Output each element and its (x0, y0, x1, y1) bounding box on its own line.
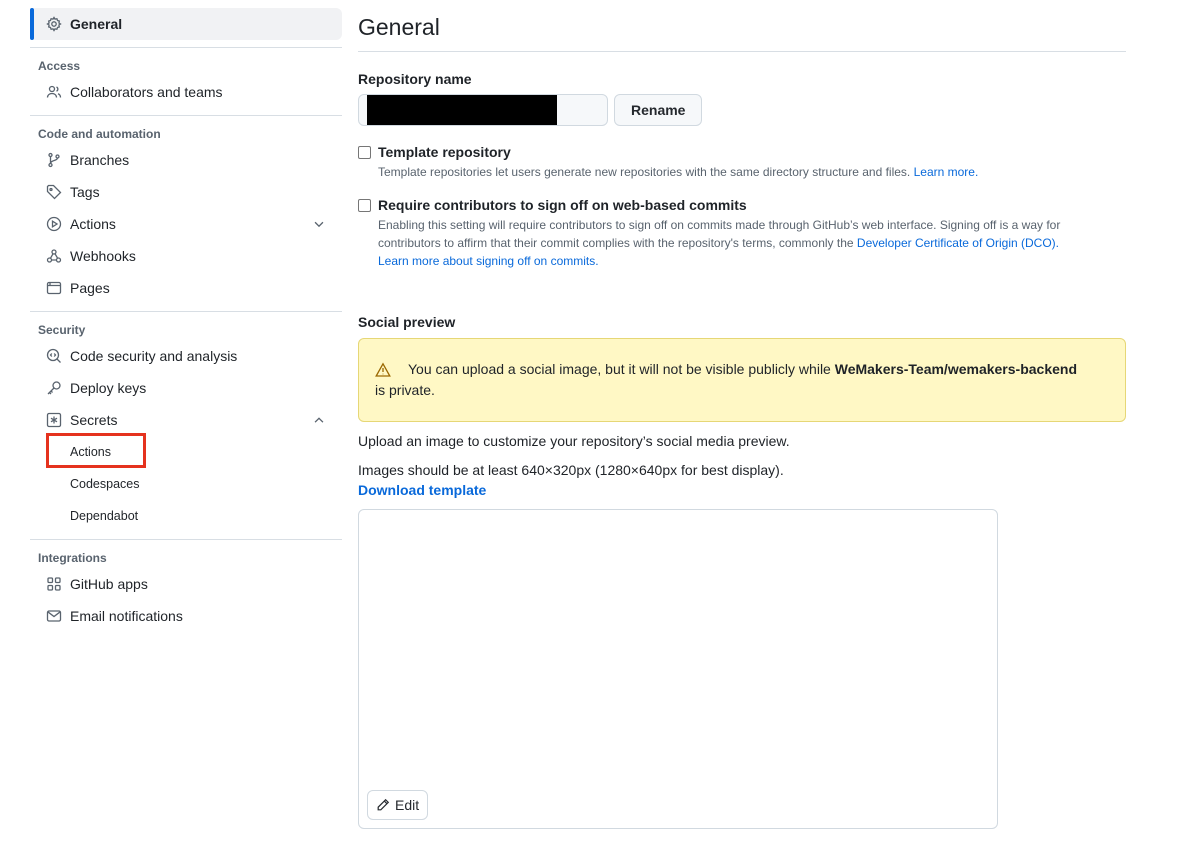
sidebar-item-label: Deploy keys (70, 380, 147, 396)
group-title-integrations: Integrations (38, 551, 107, 565)
edit-button[interactable] (367, 790, 428, 820)
warning-repo-name: WeMakers-Team/wemakers-backend (834, 361, 1077, 377)
divider (30, 311, 342, 312)
sidebar-item-tags[interactable] (30, 176, 342, 208)
sidebar-item-github-apps[interactable] (30, 568, 342, 600)
sidebar-item-branches[interactable] (30, 144, 342, 176)
social-preview-warning (358, 338, 1126, 422)
upload-instructions: Upload an image to customize your repository’s social media preview. (358, 433, 790, 449)
rename-button[interactable]: Rename (614, 94, 702, 126)
warning-text-post: is private. (375, 382, 435, 398)
template-repo-title: Template repository (378, 144, 511, 160)
sidebar-item-pages[interactable] (30, 272, 342, 304)
repo-name-row (358, 94, 1126, 126)
sidebar-subitem-codespaces[interactable]: Codespaces (70, 477, 140, 491)
warning-text (375, 359, 1101, 401)
social-preview-image (358, 509, 998, 829)
sidebar-subitem-actions[interactable]: Actions (70, 445, 111, 459)
sidebar-item-label: Actions (70, 216, 116, 232)
codescan-icon (46, 348, 62, 364)
sidebar-item-label: Webhooks (70, 248, 136, 264)
dco-link[interactable]: Developer Certificate of Origin (DCO). (856, 236, 1059, 250)
sidebar-item-email-notifications[interactable] (30, 600, 342, 632)
sidebar-subitem-dependabot[interactable]: Dependabot (70, 509, 139, 523)
warning-text-pre: You can upload a social image, but it will not be visible publicly while (408, 361, 831, 377)
signoff-title: Require contributors to sign off on web-based commits (378, 197, 747, 213)
signoff-checkbox[interactable] (358, 199, 371, 212)
signoff-desc-text: Enabling this setting will require contributors to sign off on commits made through GitHub’s web interface. Signing off is a way for contributors to affirm that their commit complies with the repository's terms, commonly the (378, 218, 1061, 250)
sidebar-item-label: Secrets (70, 412, 118, 428)
template-repo-checkbox[interactable] (358, 146, 371, 159)
sidebar-item-label: Collaborators and teams (70, 84, 223, 100)
mail-icon (46, 608, 62, 624)
sidebar-item-collaborators[interactable] (30, 76, 342, 108)
divider (30, 115, 342, 116)
settings-sidebar (30, 8, 342, 632)
sidebar-item-actions[interactable] (30, 208, 342, 240)
page-title: General (358, 14, 1126, 52)
repo-name-label: Repository name (358, 71, 472, 87)
pencil-icon (376, 798, 390, 812)
gear-icon (46, 16, 62, 32)
browser-icon (46, 280, 62, 296)
template-desc-text: Template repositories let users generate new repositories with the same directory structure and files. (378, 165, 911, 179)
download-template-link[interactable]: Download template (358, 482, 487, 498)
play-icon (46, 216, 62, 232)
group-title-security: Security (38, 323, 86, 337)
main-content (358, 0, 1126, 829)
sidebar-item-secrets[interactable] (30, 404, 342, 436)
sidebar-item-label: Branches (70, 152, 130, 168)
webhook-icon (46, 248, 62, 264)
branch-icon (46, 152, 62, 168)
template-repo-desc (378, 163, 978, 181)
sidebar-item-label: GitHub apps (70, 576, 148, 592)
redaction-block (367, 94, 557, 126)
template-repo-setting (358, 144, 1126, 181)
edit-label: Edit (395, 797, 420, 813)
signoff-setting (358, 197, 1126, 270)
repo-name-input[interactable] (358, 94, 608, 126)
sidebar-item-label: General (70, 16, 123, 32)
alert-icon (375, 362, 391, 378)
sidebar-item-webhooks[interactable] (30, 240, 342, 272)
sidebar-item-deploy-keys[interactable] (30, 372, 342, 404)
tag-icon (46, 184, 62, 200)
template-learn-more-link[interactable]: Learn more. (913, 165, 979, 179)
sidebar-item-label: Code security and analysis (70, 348, 238, 364)
social-preview-label: Social preview (358, 314, 456, 330)
divider (30, 539, 342, 540)
group-title-code: Code and automation (38, 127, 161, 141)
sidebar-item-general[interactable] (30, 8, 342, 40)
people-icon (46, 84, 62, 100)
sidebar-item-code-security[interactable] (30, 340, 342, 372)
sidebar-item-label: Email notifications (70, 608, 183, 624)
key-icon (46, 380, 62, 396)
asterisk-icon (46, 412, 62, 428)
chevron-down-icon[interactable] (312, 217, 326, 231)
sidebar-item-label: Tags (70, 184, 100, 200)
chevron-up-icon[interactable] (312, 413, 326, 427)
image-size-hint: Images should be at least 640×320px (1280×640px for best display). (358, 462, 784, 478)
group-title-access: Access (38, 59, 81, 73)
divider (30, 47, 342, 48)
apps-icon (46, 576, 62, 592)
signoff-learn-more-link[interactable]: Learn more about signing off on commits. (378, 254, 599, 268)
signoff-desc (378, 216, 1126, 270)
sidebar-item-label: Pages (70, 280, 110, 296)
